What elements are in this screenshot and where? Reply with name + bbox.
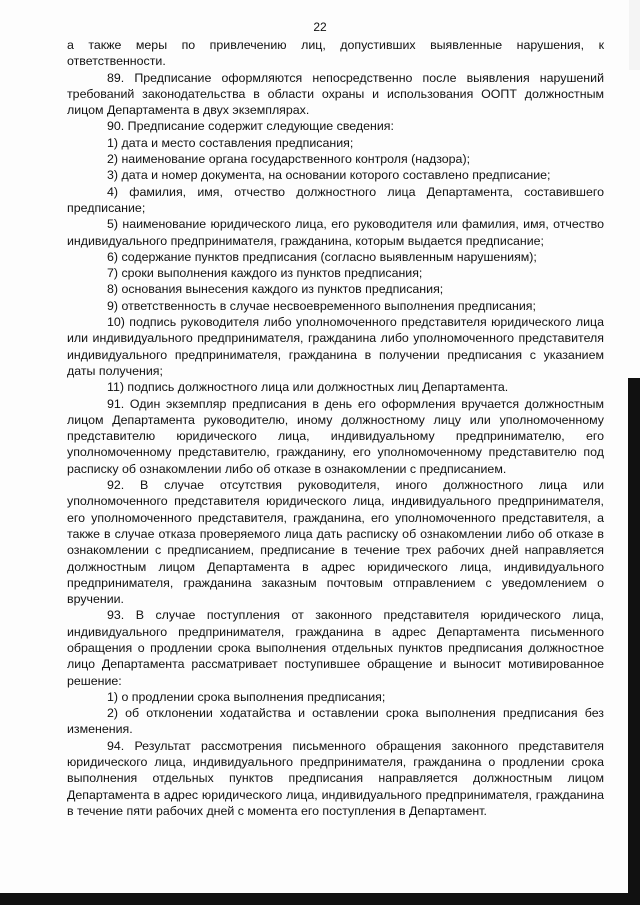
list-item: 11) подпись должностного лица или должностных лиц Департамента. [107,380,509,395]
list-item: 2) об отклонении ходатайства и оставлении срока выполнения предписания без изменения. [67,706,604,737]
list-item: 1) о продлении срока выполнения предписания; [107,689,386,704]
list-item: 10) подпись руководителя либо уполномоченного представителя юридического лица или индивидуального предпринимателя, гражданина либо уполномоченного представителя индивидуального предпринимателя, гражданина в получении предписания с указанием даты получения; [67,315,604,378]
scan-edge-right [628,378,640,905]
list-item: 1) дата и место составления предписания; [107,135,354,150]
paragraph: а также меры по привлечению лиц, допустивших выявленные нарушения, к ответственности. [67,38,604,69]
list-item: 4) фамилия, имя, отчество должностного лица Департамента, составившего предписание; [67,184,604,215]
paragraph: 90. Предписание содержит следующие сведения: [107,119,394,134]
list-item: 3) дата и номер документа, на основании которого составлено предписание; [107,168,551,183]
paragraph: 93. В случае поступления от законного представителя юридического лица, индивидуального предпринимателя, гражданина в адрес Департамента письменного обращения о продлении срока выполнения отдельных пунктов предписания должностное лицо Департамента рассматривает поступившее обращение и выносит мотивированное решение: [67,608,604,688]
list-item: 9) ответственность в случае несвоевременного выполнения предписания; [107,298,536,313]
list-item: 6) содержание пунктов предписания (согласно выявленным нарушениям); [107,249,537,264]
paragraph: 94. Результат рассмотрения письменного обращения законного представителя юридического лица, индивидуального предпринимателя, гражданина о продлении срока выполнения отдельных пунктов предписания направляется должностным лицом Департамента в адрес юридического лица, индивидуального предпринимателя, гражданина в течение пяти рабочих дней с момента его поступления в Департамент. [67,738,604,818]
document-body [67,37,604,819]
list-item: 7) сроки выполнения каждого из пунктов предписания; [107,266,423,281]
list-item: 2) наименование органа государственного контроля (надзора); [107,152,471,167]
list-item: 8) основания вынесения каждого из пунктов предписания; [107,282,444,297]
paragraph: 92. В случае отсутствия руководителя, иного должностного лица или уполномоченного представителя юридического лица, индивидуального предпринимателя, его уполномоченного представителя, гражданина, его уполномоченного представителя, а также в случае отказа проверяемого лица дать расписку об ознакомлении либо об отказе в ознакомлении с предписанием, предписание в течение трех рабочих дней направляется должностным лицом Департамента в адрес юридического лица, индивидуального предпринимателя, гражданина заказным почтовым отправлением с уведомлением о вручении. [67,478,604,607]
paragraph: 89. Предписание оформляются непосредственно после выявления нарушений требований законодательства в области охраны и использования ООПТ должностным лицом Департамента в двух экземплярах. [67,70,604,118]
scan-edge-bottom [0,893,640,905]
scan-edge-top-right [629,0,640,70]
paragraph: 91. Один экземпляр предписания в день его оформления вручается должностным лицом Департамента руководителю, иному должностному лицу или уполномоченному представителю юридического лица, индивидуальному предпринимателю, его уполномоченному представителю, гражданину, его уполномоченному представителю под расписку об ознакомлении либо об отказе в ознакомлении с предписанием. [67,396,604,476]
page-number: 22 [313,20,327,34]
list-item: 5) наименование юридического лица, его руководителя или фамилия, имя, отчество индивидуального предпринимателя, гражданина, которым выдается предписание; [67,217,604,248]
